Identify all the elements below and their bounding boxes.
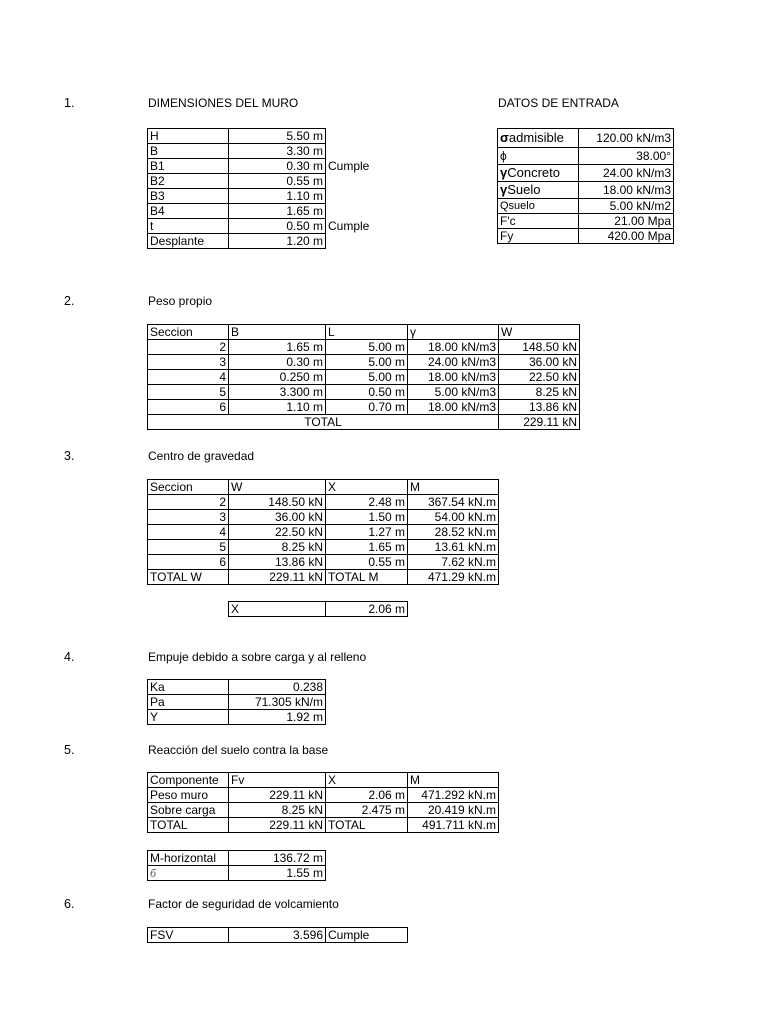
table-row — [148, 495, 499, 510]
cell: 2 — [148, 340, 229, 355]
gamma-symbol: γ — [500, 182, 508, 197]
column-header: W — [499, 325, 580, 340]
center-of-gravity-table — [147, 479, 499, 585]
cell: 148.50 kN — [499, 340, 580, 355]
cell: 2.06 m — [326, 788, 408, 803]
column-header: M — [408, 773, 499, 788]
dim-label: H — [148, 129, 229, 144]
total-m-value: 491.711 kN.m — [408, 818, 499, 833]
cell: 18.00 kN/m3 — [408, 340, 499, 355]
table-row — [498, 199, 674, 214]
cell: 5.00 m — [326, 340, 408, 355]
column-header: B — [229, 325, 326, 340]
section-title: Empuje debido a sobre carga y al relleno — [148, 650, 367, 664]
input-label — [498, 214, 579, 229]
table-total-row — [148, 415, 580, 430]
table-total-row — [148, 570, 499, 585]
dim-note: Cumple — [328, 219, 370, 233]
cell: 2 — [148, 495, 229, 510]
cell: 18.00 kN/m3 — [408, 370, 499, 385]
total-m-value: 471.29 kN.m — [408, 570, 499, 585]
table-row — [148, 710, 326, 725]
cell: 0.250 m — [229, 370, 326, 385]
table-header-row — [148, 480, 499, 495]
column-header: W — [229, 480, 326, 495]
cell: 367.54 kN.m — [408, 495, 499, 510]
section-title: Reacción del suelo contra la base — [148, 743, 329, 757]
table-row — [148, 219, 386, 234]
cell: 0.55 m — [326, 555, 408, 570]
earth-pressure-table — [147, 679, 326, 725]
total-m-label: TOTAL M — [326, 570, 408, 585]
table-row — [148, 680, 326, 695]
centroid-x-label: X — [229, 602, 326, 617]
table-row — [148, 540, 499, 555]
input-label-text: admisible — [508, 130, 564, 145]
table-row — [148, 400, 580, 415]
cell: 0.30 m — [229, 355, 326, 370]
cell: 54.00 kN.m — [408, 510, 499, 525]
cell: 471.292 kN.m — [408, 788, 499, 803]
self-weight-table — [147, 324, 580, 430]
overturning-safety-table — [147, 927, 408, 943]
cell: 5 — [148, 385, 229, 400]
cell: 148.50 kN — [229, 495, 326, 510]
table-row — [148, 174, 386, 189]
input-label-text: F'c — [500, 214, 516, 228]
cell: 5.00 kN/m3 — [408, 385, 499, 400]
input-value: 5.00 kN/m2 — [579, 199, 674, 214]
phi-symbol: ϕ — [500, 149, 507, 163]
eccentricity-label: б — [148, 866, 229, 881]
dim-note — [326, 129, 386, 144]
cell: 5 — [148, 540, 229, 555]
cell: 22.50 kN — [229, 525, 326, 540]
input-value: 24.00 kN/m3 — [579, 165, 674, 182]
moment-eccentricity-table — [147, 850, 326, 881]
cell: 8.25 kN — [499, 385, 580, 400]
input-value: 21.00 Mpa — [579, 214, 674, 229]
dim-value: 0.50 m — [229, 219, 326, 234]
table-row — [498, 182, 674, 199]
cell: 1.10 m — [229, 400, 326, 415]
fsv-label: FSV — [148, 928, 229, 943]
total-w-value: 229.11 kN — [229, 570, 326, 585]
column-header: M — [408, 480, 499, 495]
section-number: 3. — [64, 449, 75, 463]
input-value: 38.00° — [579, 148, 674, 165]
dim-label: B — [148, 144, 229, 159]
cell: 24.00 kN/m3 — [408, 355, 499, 370]
cell: 229.11 kN — [229, 788, 326, 803]
dim-note — [326, 174, 386, 189]
moment-label: M-horizontal — [148, 851, 229, 866]
cell: 3 — [148, 510, 229, 525]
dim-label: B2 — [148, 174, 229, 189]
table-row — [148, 370, 580, 385]
table-header-row — [148, 773, 499, 788]
table-row — [148, 928, 408, 943]
wall-dimensions-body — [148, 129, 386, 249]
table-row — [148, 355, 580, 370]
table-row — [148, 851, 326, 866]
column-header: Fv — [229, 773, 326, 788]
cell: 2.48 m — [326, 495, 408, 510]
pressure-label: Pa — [148, 695, 229, 710]
input-value: 420.00 Mpa — [579, 229, 674, 244]
cell: 28.52 kN.m — [408, 525, 499, 540]
cell: 6 — [148, 400, 229, 415]
table-row — [498, 148, 674, 165]
section-title: Factor de seguridad de volcamiento — [148, 897, 339, 911]
input-value: 120.00 kN/m3 — [579, 129, 674, 148]
dim-note — [326, 144, 386, 159]
input-label-text: Qsuelo — [500, 200, 535, 212]
column-header: Seccion — [148, 480, 229, 495]
input-label — [498, 182, 579, 199]
cell: 36.00 kN — [499, 355, 580, 370]
section-title: DIMENSIONES DEL MURO — [148, 96, 299, 110]
input-label — [498, 165, 579, 182]
total-fv-value: 229.11 kN — [229, 818, 326, 833]
fsv-note: Cumple — [326, 928, 408, 943]
cell: 36.00 kN — [229, 510, 326, 525]
column-header: Componente — [148, 773, 229, 788]
total-label: TOTAL — [148, 818, 229, 833]
input-label — [498, 199, 579, 214]
cell: 8.25 kN — [229, 803, 326, 818]
cell: 5.00 m — [326, 355, 408, 370]
centroid-x-table — [228, 601, 408, 617]
section-number: 6. — [64, 897, 75, 911]
wall-dimensions-table — [147, 128, 386, 249]
dim-value: 1.65 m — [229, 204, 326, 219]
table-row — [148, 189, 386, 204]
input-label-text: Fy — [500, 229, 514, 243]
cell: 20.419 kN.m — [408, 803, 499, 818]
table-row — [148, 525, 499, 540]
dim-value: 0.30 m — [229, 159, 326, 174]
table-row — [148, 788, 499, 803]
table-row — [148, 803, 499, 818]
cell: 1.27 m — [326, 525, 408, 540]
cell: 7.62 kN.m — [408, 555, 499, 570]
pressure-value: 71.305 kN/m — [229, 695, 326, 710]
dim-label: t — [148, 219, 229, 234]
cell: 4 — [148, 525, 229, 540]
total-value: 229.11 kN — [499, 415, 580, 430]
table-row — [498, 165, 674, 182]
dim-label: B1 — [148, 159, 229, 174]
dim-note: Cumple — [328, 159, 370, 173]
dim-note — [326, 234, 386, 249]
table-row — [148, 159, 386, 174]
dim-label: B4 — [148, 204, 229, 219]
input-label — [498, 229, 579, 244]
cell: 1.65 m — [229, 340, 326, 355]
cell: 5.00 m — [326, 370, 408, 385]
section-number: 1. — [64, 96, 75, 110]
cell: 0.50 m — [326, 385, 408, 400]
total-x-label: TOTAL — [326, 818, 408, 833]
moment-value: 136.72 m — [229, 851, 326, 866]
input-label-text: Concreto — [507, 165, 560, 180]
dim-label: B3 — [148, 189, 229, 204]
table-total-row — [148, 818, 499, 833]
table-row — [498, 129, 674, 148]
gamma-symbol: γ — [500, 165, 508, 180]
column-header: L — [326, 325, 408, 340]
cell: 3.300 m — [229, 385, 326, 400]
section-title: Peso propio — [148, 294, 213, 308]
input-value: 18.00 kN/m3 — [579, 182, 674, 199]
input-label — [498, 129, 579, 148]
section-number: 5. — [64, 743, 75, 757]
table-row — [148, 866, 326, 881]
input-label-text: Suelo — [507, 182, 541, 197]
total-label: TOTAL — [148, 415, 499, 430]
centroid-x-value: 2.06 m — [326, 602, 408, 617]
table-row — [148, 510, 499, 525]
cell: 13.61 kN.m — [408, 540, 499, 555]
fsv-value: 3.596 — [229, 928, 326, 943]
cell: Peso muro — [148, 788, 229, 803]
input-label — [498, 148, 579, 165]
dim-note — [326, 189, 386, 204]
table-row — [148, 204, 386, 219]
cell: 1.65 m — [326, 540, 408, 555]
cell: 3 — [148, 355, 229, 370]
dim-note — [326, 204, 386, 219]
cell: Sobre carga — [148, 803, 229, 818]
dim-value: 3.30 m — [229, 144, 326, 159]
cell: 1.50 m — [326, 510, 408, 525]
pressure-label: Y — [148, 710, 229, 725]
table-header-row — [148, 325, 580, 340]
cell: 8.25 kN — [229, 540, 326, 555]
section-title: Centro de gravedad — [148, 449, 255, 463]
table-row — [148, 234, 386, 249]
cell: 6 — [148, 555, 229, 570]
cell: 4 — [148, 370, 229, 385]
pressure-label: Ka — [148, 680, 229, 695]
table-row — [148, 695, 326, 710]
total-w-label: TOTAL W — [148, 570, 229, 585]
section-number: 2. — [64, 294, 75, 308]
column-header: X — [326, 773, 408, 788]
dim-label: Desplante — [148, 234, 229, 249]
section-number: 4. — [64, 650, 75, 664]
column-header: γ — [408, 325, 499, 340]
dim-value: 1.10 m — [229, 189, 326, 204]
table-row — [148, 129, 386, 144]
column-header: X — [326, 480, 408, 495]
table-row — [498, 214, 674, 229]
table-row — [148, 340, 580, 355]
input-data-title: DATOS DE ENTRADA — [498, 96, 619, 110]
pressure-value: 0.238 — [229, 680, 326, 695]
dim-value: 1.20 m — [229, 234, 326, 249]
dim-value: 5.50 m — [229, 129, 326, 144]
table-row — [229, 602, 408, 617]
pressure-value: 1.92 m — [229, 710, 326, 725]
column-header: Seccion — [148, 325, 229, 340]
cell: 13.86 kN — [229, 555, 326, 570]
soil-reaction-table — [147, 772, 499, 833]
cell: 18.00 kN/m3 — [408, 400, 499, 415]
cell: 22.50 kN — [499, 370, 580, 385]
cell: 0.70 m — [326, 400, 408, 415]
input-data-table — [497, 128, 674, 244]
sigma-symbol: σ — [500, 130, 509, 145]
table-row — [148, 385, 580, 400]
table-row — [148, 555, 499, 570]
cell: 13.86 kN — [499, 400, 580, 415]
dim-value: 0.55 m — [229, 174, 326, 189]
table-row — [498, 229, 674, 244]
table-row — [148, 144, 386, 159]
eccentricity-value: 1.55 m — [229, 866, 326, 881]
cell: 2.475 m — [326, 803, 408, 818]
